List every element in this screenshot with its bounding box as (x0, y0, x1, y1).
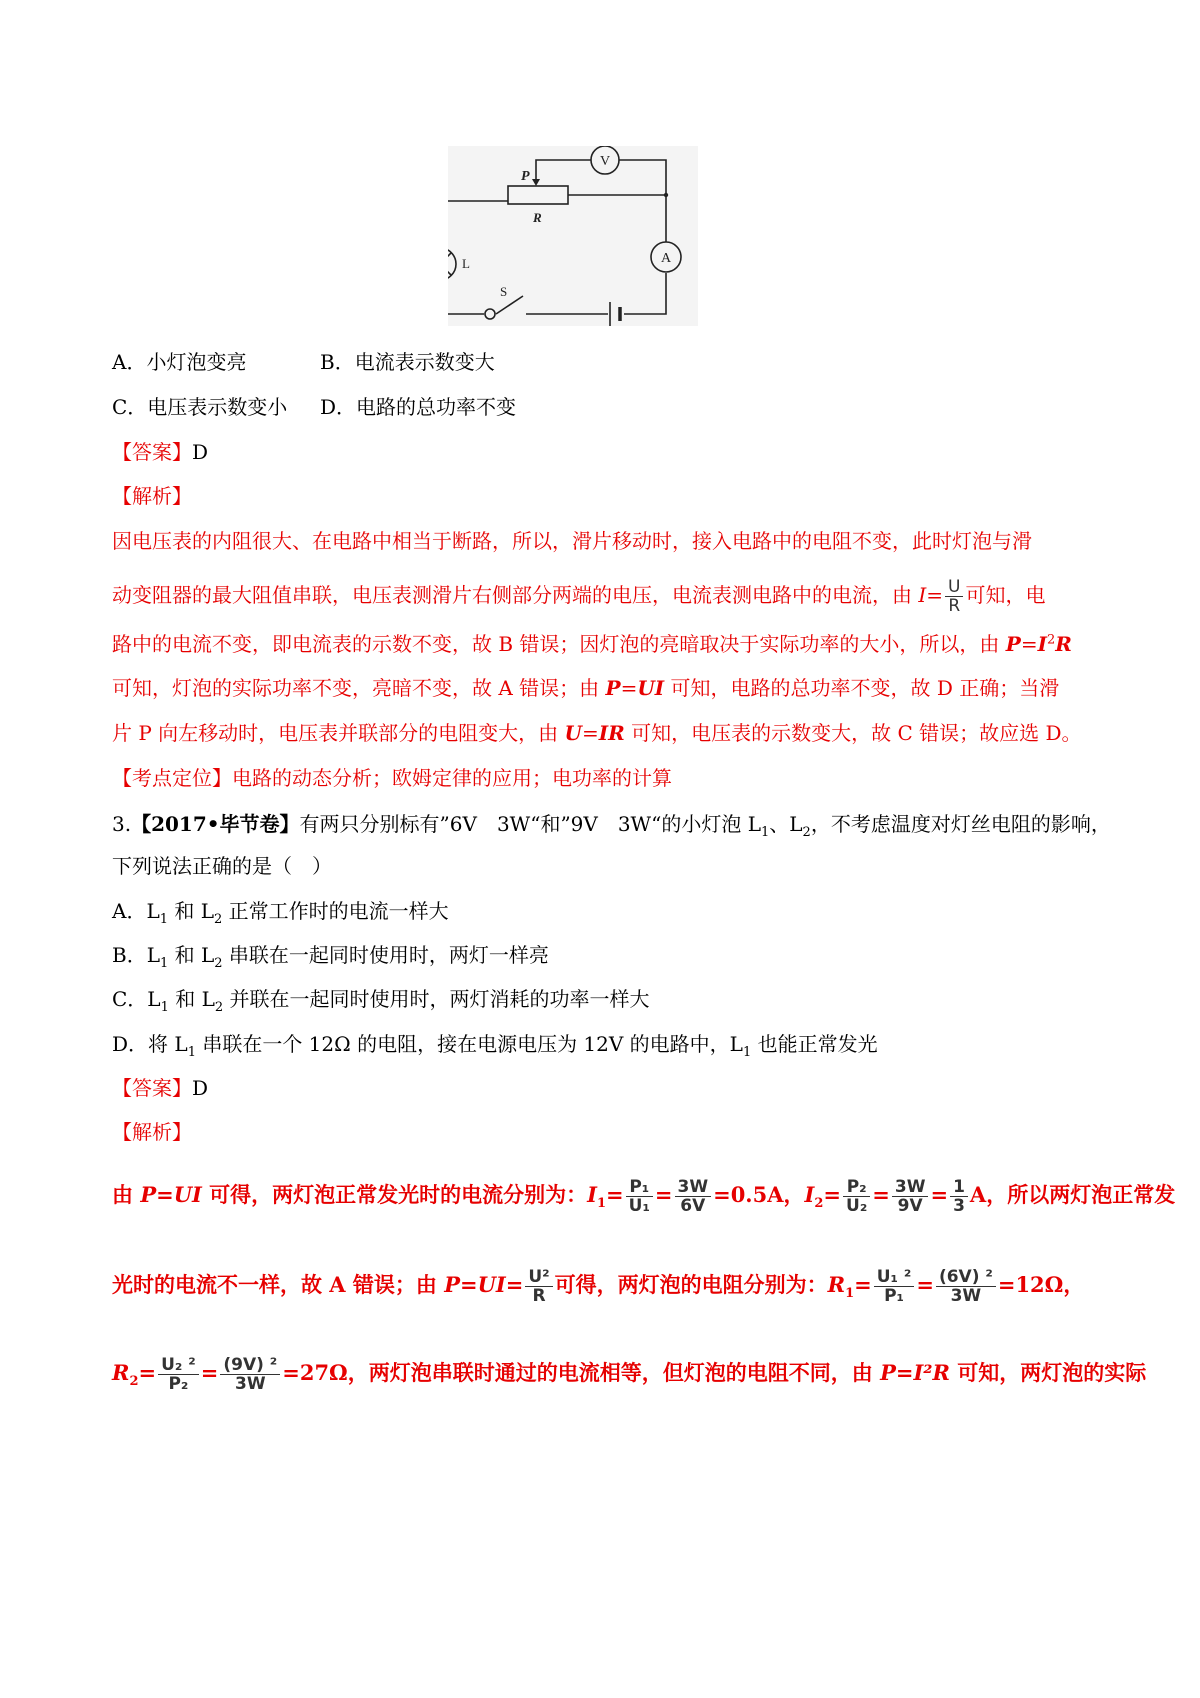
q3-option-b (112, 941, 549, 969)
fraction-denominator: 3W (950, 1286, 982, 1306)
fraction-denominator: 9V (897, 1196, 923, 1216)
fraction-u-over-r (945, 578, 963, 615)
q2-option-b: B．电流表示数变大 (320, 350, 495, 374)
formula-eq: = (854, 1272, 872, 1297)
q3-source: 【2017•毕节卷】 (131, 812, 300, 836)
formula-var: P=I²R (880, 1360, 950, 1385)
q2-analysis-text: 片 P 向左移动时，电压表并联部分的电阻变大，由 (112, 721, 565, 745)
fraction-denominator: U₂ (846, 1196, 868, 1216)
formula-exponent: 2 (1046, 632, 1056, 648)
q2-analysis-line1: 因电压表的内阻很大、在电路中相当于断路，所以，滑片移动时，接入电路中的电阻不变，此时灯泡与滑 (112, 529, 1032, 553)
q3-answer-value: D (192, 1076, 209, 1100)
q2-analysis-text: 路中的电流不变，即电流表的示数不变，故 B 错误；因灯泡的亮暗取决于实际功率的大小，所以，由 (112, 632, 1006, 656)
fraction-numerator: U₁ ² (874, 1268, 915, 1287)
subscript: 2 (814, 1196, 824, 1212)
q2-answer-label: 【答案】 (112, 440, 192, 464)
lamp-label: L (462, 256, 470, 271)
fraction-numerator: 3W (675, 1178, 712, 1197)
formula-eq: = (620, 676, 638, 700)
q3-stem-line2: 下列说法正确的是（ ） (112, 854, 332, 878)
fraction (843, 1178, 870, 1215)
ammeter-label: A (660, 251, 672, 266)
analysis-text: =27Ω， (282, 1360, 369, 1385)
fraction-denominator: 3 (953, 1196, 965, 1216)
formula-eq: = (823, 1182, 842, 1207)
analysis-text: 由 (112, 1182, 141, 1207)
switch-label: S (500, 284, 508, 299)
q2-options-row2 (112, 393, 516, 421)
q2-analysis-line4 (112, 674, 1059, 702)
formula-var: R (827, 1272, 846, 1297)
q2-option-a: A．小灯泡变亮 (112, 350, 247, 374)
q2-analysis-text: 可知，灯泡的实际功率不变，亮暗不变，故 A 错误；由 (112, 676, 606, 700)
formula-eq: = (926, 583, 944, 607)
analysis-text: 光时的电流不一样，故 A 错误；由 (112, 1272, 445, 1297)
option-text: 并联在一起同时使用时，两灯消耗的功率一样大 (223, 987, 650, 1011)
slider-label: P (521, 169, 530, 184)
resistor-label: R (533, 210, 542, 225)
subscript: 1 (160, 1000, 169, 1015)
q3-answer-label: 【答案】 (112, 1076, 192, 1100)
subscript: 2 (802, 825, 811, 840)
fraction-numerator: P₂ (843, 1178, 870, 1197)
q2-kaodian (112, 764, 672, 792)
formula-eq: = (581, 721, 599, 745)
fraction-numerator: U₂ ² (158, 1356, 199, 1375)
junction-dot (664, 193, 668, 197)
option-text: 串联在一起同时使用时，两灯一样亮 (222, 943, 549, 967)
fraction-numerator: 1 (950, 1178, 968, 1197)
subscript: 1 (845, 1286, 855, 1302)
q3-option-d (112, 1030, 878, 1058)
formula-var: UI (637, 676, 665, 700)
formula-eq: = (1020, 632, 1038, 656)
option-text: A．L (112, 899, 160, 923)
analysis-text: 两灯泡串联时通过的电流相等，但灯泡的电阻不同，由 (368, 1360, 881, 1385)
fraction-numerator: U (945, 578, 963, 597)
formula-var: P (1005, 632, 1021, 656)
subscript: 2 (129, 1374, 139, 1390)
q2-analysis-text: 可知，电压表的示数变大，故 C 错误；故应选 D。 (624, 721, 1082, 745)
formula-var: R (112, 1360, 130, 1385)
q3-stem-text: ，不考虑温度对灯丝电阻的影响， (810, 812, 1111, 836)
fraction (936, 1268, 996, 1305)
q3-stem-text: 、L (769, 812, 803, 836)
formula-var: I (1037, 632, 1047, 656)
fraction-numerator: (9V) ² (220, 1356, 280, 1375)
option-text: 串联在一个 12Ω 的电阻，接在电源电压为 12V 的电路中，L (195, 1032, 743, 1056)
analysis-text: A，所以两灯泡正常发 (969, 1182, 1176, 1207)
q3-analysis-line3: $R_2=$ $\frac{\text{U₂ ²}}{\text{P₂}}$ = $\frac{\text{(9V) ²}}{3W}$ =27Ω，两灯泡串联时通过的电流相等，但灯泡的电阻不同，由 P=I²R 可知，两灯泡的实际 (112, 1355, 1147, 1394)
fraction-denominator: P₁ (884, 1286, 904, 1306)
analysis-text: =12Ω， (997, 1272, 1085, 1297)
subscript: 1 (187, 1045, 196, 1060)
option-text: 正常工作时的电流一样大 (222, 899, 449, 923)
q2-analysis-text: 动变阻器的最大阻值串联，电压表测滑片右侧部分两端的电压，电流表测电路中的电流，由 (112, 583, 919, 607)
q2-analysis-line5 (112, 719, 1082, 747)
formula-eq: = (606, 1182, 624, 1207)
formula-var: P=UI (140, 1182, 202, 1207)
fraction-denominator: 6V (680, 1196, 706, 1216)
fraction-denominator: 3W (234, 1374, 266, 1394)
option-text: 和 L (168, 987, 215, 1011)
fraction-denominator: P₂ (168, 1374, 189, 1394)
q2-answer-value: D (192, 440, 209, 464)
fraction-numerator: (6V) ² (936, 1268, 996, 1287)
q2-kaodian-label: 【考点定位】 (112, 766, 232, 790)
fraction (626, 1178, 653, 1215)
subscript: 2 (214, 956, 223, 971)
fraction-denominator: R (948, 596, 961, 616)
q3-stem-text: 有两只分别标有”6V 3W“和”9V 3W“的小灯泡 L (299, 812, 761, 836)
option-text: 和 L (168, 943, 215, 967)
q2-analysis-text: 可知，电路的总功率不变，故 D 正确；当滑 (664, 676, 1060, 700)
analysis-text: =0.5A， (713, 1182, 805, 1207)
q3-analysis-label: 【解析】 (112, 1120, 192, 1144)
option-text: D．将 L (112, 1032, 188, 1056)
fraction (950, 1178, 968, 1215)
q3-analysis-line2: 光时的电流不一样，故 A 错误；由 P=UI= $\frac{\text{U²}}{R}$ 可得，两灯泡的电阻分别为：$R_1=$ $\frac{\text{U₁ ²}}{\text{P₁}}$ = $\frac{\text{(6V) ²}}{3W}$ =12Ω， (112, 1267, 1085, 1306)
analysis-text: 可知，两灯泡的实际 (949, 1360, 1147, 1385)
q3-option-c (112, 985, 650, 1013)
fraction (892, 1178, 929, 1215)
formula-var: P (605, 676, 621, 700)
subscript: 1 (742, 1045, 752, 1060)
q2-analysis-line2 (112, 578, 1045, 615)
option-text: B．L (112, 943, 160, 967)
switch-pivot (485, 309, 495, 319)
option-text: 也能正常发光 (751, 1032, 878, 1056)
analysis-text: 可得，两灯泡正常发光时的电流分别为： (201, 1182, 588, 1207)
fraction-numerator: U² (525, 1268, 552, 1287)
fraction-numerator: P₁ (626, 1178, 653, 1197)
formula-var: R (1055, 632, 1072, 656)
formula-eq: = (138, 1360, 157, 1385)
formula-var: I (918, 583, 927, 607)
circuit-diagram (448, 146, 698, 326)
q3-number: 3. (112, 812, 132, 836)
formula-var: I (587, 1182, 597, 1207)
q2-option-c: C．电压表示数变小 (112, 395, 288, 419)
fraction (525, 1268, 552, 1305)
fraction-denominator: R (532, 1286, 546, 1306)
subscript: 1 (596, 1196, 607, 1212)
formula-var: P=UI= (444, 1272, 524, 1297)
fraction (220, 1356, 280, 1393)
fraction (158, 1356, 199, 1393)
formula-var: I (804, 1182, 815, 1207)
option-text: 和 L (168, 899, 215, 923)
subscript: 1 (760, 825, 770, 840)
q2-kaodian-text: 电路的动态分析；欧姆定律的应用；电功率的计算 (232, 766, 672, 790)
q3-option-a (112, 897, 449, 925)
subscript: 1 (159, 912, 169, 927)
diagram-background (448, 146, 698, 326)
analysis-text: 可得，两灯泡的电阻分别为： (554, 1272, 828, 1297)
q2-answer (112, 438, 208, 466)
fraction (874, 1268, 915, 1305)
q2-analysis-line3 (112, 630, 1072, 658)
q3-stem-line1 (112, 810, 1111, 838)
formula-var: U (564, 721, 582, 745)
q2-options-row1 (112, 348, 495, 376)
fraction-denominator: U₁ (628, 1196, 650, 1216)
fraction-numerator: 3W (892, 1178, 929, 1197)
q2-option-d: D．电路的总功率不变 (320, 395, 517, 419)
q3-answer (112, 1074, 208, 1102)
q2-analysis-text: 可知，电 (965, 583, 1046, 607)
subscript: 2 (214, 912, 223, 927)
option-text: C．L (112, 987, 161, 1011)
formula-var: IR (598, 721, 625, 745)
subscript: 1 (159, 956, 169, 971)
voltmeter-label: V (599, 154, 611, 169)
q3-analysis-line1: 由 P=UI 可得，两灯泡正常发光时的电流分别为：$I_1=$ $\frac{\text{P₁}}{\text{U₁}}$ = $\frac{3W}{6V}$ =0.5A，$I_2=$ $\frac{\text{P₂}}{\text{U₂}}$ = $\frac{3W}{9V}$ = $\frac{1}{3}$ A，所以两灯泡正常发 (112, 1177, 1176, 1216)
subscript: 2 (214, 1000, 224, 1015)
q2-analysis-label: 【解析】 (112, 484, 192, 508)
fraction (675, 1178, 712, 1215)
